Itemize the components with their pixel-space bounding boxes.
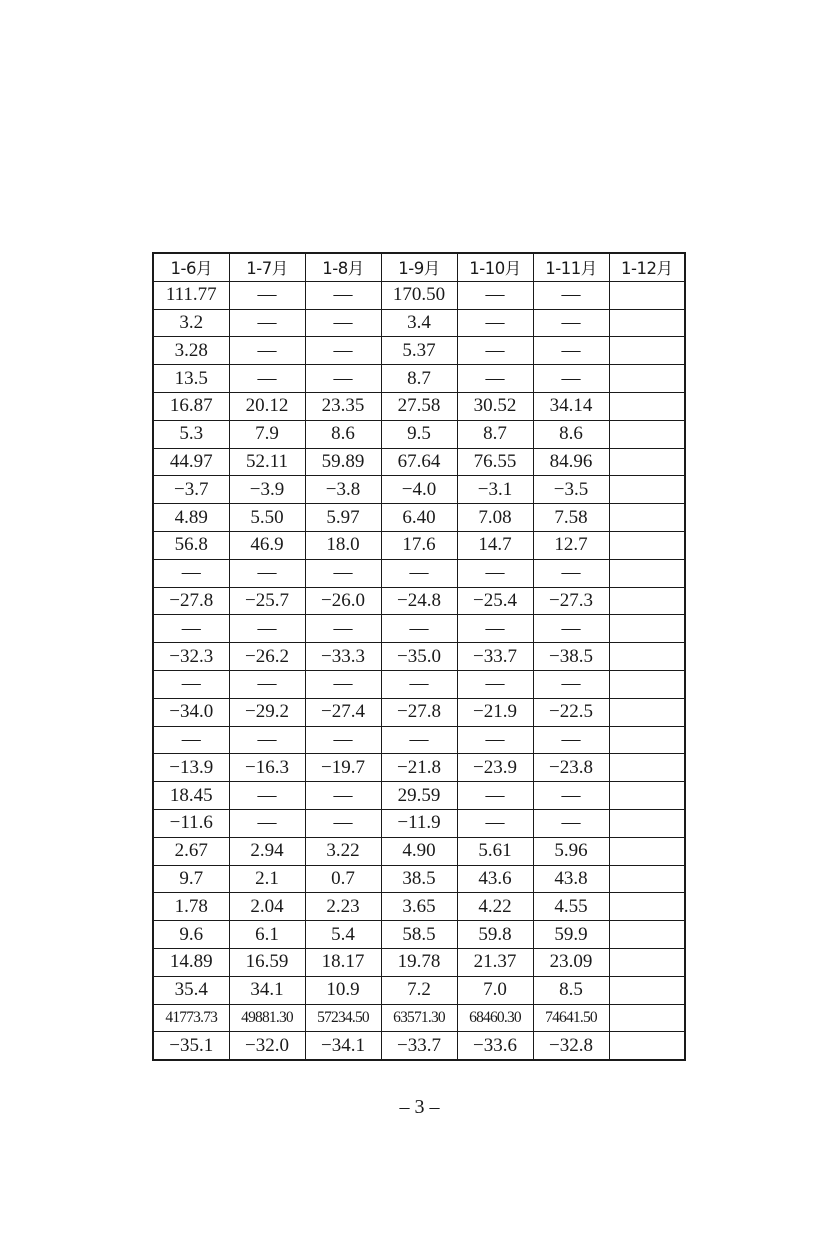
table-cell: −23.9	[457, 754, 533, 782]
table-cell	[609, 504, 685, 532]
table-cell	[609, 392, 685, 420]
table-cell	[609, 643, 685, 671]
table-cell: 0.7	[305, 865, 381, 893]
table-cell: −35.0	[381, 643, 457, 671]
table-cell: 8.6	[305, 420, 381, 448]
table-cell: −24.8	[381, 587, 457, 615]
table-cell: 52.11	[229, 448, 305, 476]
table-cell: 18.45	[153, 782, 229, 810]
table-cell: 14.89	[153, 948, 229, 976]
table-cell: 59.89	[305, 448, 381, 476]
table-cell: —	[533, 670, 609, 698]
table-cell: −27.4	[305, 698, 381, 726]
table-cell: 21.37	[457, 948, 533, 976]
table-cell: 18.17	[305, 948, 381, 976]
table-cell	[609, 698, 685, 726]
table-row	[153, 809, 685, 837]
table-cell: −3.7	[153, 476, 229, 504]
table-cell: 63571.30	[381, 1004, 457, 1032]
table-row	[153, 1004, 685, 1032]
table-cell: —	[229, 281, 305, 309]
table-cell	[609, 921, 685, 949]
table-row	[153, 531, 685, 559]
table-cell: —	[229, 670, 305, 698]
table-cell	[609, 337, 685, 365]
table-cell: −13.9	[153, 754, 229, 782]
table-cell: 76.55	[457, 448, 533, 476]
table-cell: 84.96	[533, 448, 609, 476]
table-cell: 38.5	[381, 865, 457, 893]
table-cell	[609, 559, 685, 587]
table-cell: −25.7	[229, 587, 305, 615]
table-cell: 7.0	[457, 976, 533, 1004]
table-cell: 2.04	[229, 893, 305, 921]
table-cell: —	[533, 726, 609, 754]
table-cell	[609, 615, 685, 643]
table-cell: —	[457, 309, 533, 337]
column-header: 1-12月	[609, 253, 685, 281]
table-cell: 3.4	[381, 309, 457, 337]
table-cell: —	[457, 281, 533, 309]
table-cell: −25.4	[457, 587, 533, 615]
table-cell: 34.14	[533, 392, 609, 420]
table-row	[153, 837, 685, 865]
table-row	[153, 782, 685, 810]
table-row	[153, 337, 685, 365]
table-cell: —	[381, 559, 457, 587]
table-cell: −32.0	[229, 1032, 305, 1060]
table-cell: 5.4	[305, 921, 381, 949]
table-cell: 2.23	[305, 893, 381, 921]
table-row	[153, 365, 685, 393]
table-cell: 34.1	[229, 976, 305, 1004]
table-cell: −21.8	[381, 754, 457, 782]
table-cell: −33.3	[305, 643, 381, 671]
table-cell	[609, 976, 685, 1004]
table-cell: —	[533, 782, 609, 810]
table-cell: 19.78	[381, 948, 457, 976]
table-cell: 4.90	[381, 837, 457, 865]
table-cell: 2.67	[153, 837, 229, 865]
table-row	[153, 670, 685, 698]
table-cell: −33.6	[457, 1032, 533, 1060]
table-cell	[609, 670, 685, 698]
column-header: 1-11月	[533, 253, 609, 281]
table-cell: 2.1	[229, 865, 305, 893]
table-cell: 20.12	[229, 392, 305, 420]
table-row	[153, 865, 685, 893]
table-cell: −32.8	[533, 1032, 609, 1060]
table-cell: −3.1	[457, 476, 533, 504]
table-row	[153, 976, 685, 1004]
table-cell	[609, 948, 685, 976]
table-cell: —	[305, 559, 381, 587]
table-cell: 111.77	[153, 281, 229, 309]
table-body	[153, 281, 685, 1060]
table-cell: —	[229, 615, 305, 643]
column-header: 1-7月	[229, 253, 305, 281]
table-cell: −11.9	[381, 809, 457, 837]
column-header: 1-10月	[457, 253, 533, 281]
table-cell	[609, 837, 685, 865]
data-table	[152, 252, 686, 1061]
table-cell: —	[229, 809, 305, 837]
table-row	[153, 420, 685, 448]
table-cell: 27.58	[381, 392, 457, 420]
table-cell: 35.4	[153, 976, 229, 1004]
table-cell: —	[457, 365, 533, 393]
table-cell: 8.5	[533, 976, 609, 1004]
table-cell: 7.2	[381, 976, 457, 1004]
table-row	[153, 1032, 685, 1060]
table-cell: —	[305, 670, 381, 698]
table-row	[153, 726, 685, 754]
table-cell: —	[153, 559, 229, 587]
table-cell: 4.89	[153, 504, 229, 532]
table-row	[153, 948, 685, 976]
table-row	[153, 476, 685, 504]
table-cell: 23.35	[305, 392, 381, 420]
table-cell: 56.8	[153, 531, 229, 559]
table-cell: 3.22	[305, 837, 381, 865]
table-cell: 68460.30	[457, 1004, 533, 1032]
table-cell	[609, 448, 685, 476]
page-number: – 3 –	[399, 1096, 440, 1118]
table-cell: —	[457, 615, 533, 643]
table-cell	[609, 309, 685, 337]
table-cell: −32.3	[153, 643, 229, 671]
table-cell: —	[153, 726, 229, 754]
table-cell: −27.8	[153, 587, 229, 615]
table-cell: —	[305, 615, 381, 643]
table-cell	[609, 365, 685, 393]
table-cell: −27.8	[381, 698, 457, 726]
table-cell: −34.0	[153, 698, 229, 726]
table-cell: —	[229, 782, 305, 810]
table-cell	[609, 754, 685, 782]
table-row	[153, 587, 685, 615]
table-cell: 67.64	[381, 448, 457, 476]
table-cell: —	[305, 726, 381, 754]
table-row	[153, 559, 685, 587]
table-cell	[609, 587, 685, 615]
table-cell: —	[533, 281, 609, 309]
table-cell: —	[457, 670, 533, 698]
table-cell: 14.7	[457, 531, 533, 559]
table-row	[153, 643, 685, 671]
table-cell: 7.08	[457, 504, 533, 532]
table-cell: 9.5	[381, 420, 457, 448]
table-row	[153, 448, 685, 476]
table-cell: —	[305, 365, 381, 393]
table-cell: 3.2	[153, 309, 229, 337]
table-cell	[609, 893, 685, 921]
column-header: 1-6月	[153, 253, 229, 281]
table-cell: —	[305, 281, 381, 309]
table-cell: 59.8	[457, 921, 533, 949]
table-cell: —	[229, 559, 305, 587]
table-cell: —	[533, 309, 609, 337]
table-cell: 7.58	[533, 504, 609, 532]
table-cell: 23.09	[533, 948, 609, 976]
table-cell: 4.55	[533, 893, 609, 921]
table-cell: 44.97	[153, 448, 229, 476]
table-cell: —	[229, 365, 305, 393]
table-cell: 9.6	[153, 921, 229, 949]
table-cell: 46.9	[229, 531, 305, 559]
table-cell	[609, 281, 685, 309]
table-cell: −22.5	[533, 698, 609, 726]
table-cell: —	[457, 782, 533, 810]
table-cell: 10.9	[305, 976, 381, 1004]
table-cell: —	[457, 809, 533, 837]
table-cell: 29.59	[381, 782, 457, 810]
table-cell: −3.9	[229, 476, 305, 504]
table-cell: 17.6	[381, 531, 457, 559]
table-cell: −3.8	[305, 476, 381, 504]
table-cell: 74641.50	[533, 1004, 609, 1032]
table-cell	[609, 1032, 685, 1060]
table-cell: 6.40	[381, 504, 457, 532]
table-row	[153, 754, 685, 782]
table-cell: −33.7	[381, 1032, 457, 1060]
table-cell: —	[457, 726, 533, 754]
table-header-row	[153, 253, 685, 281]
table-cell: 5.50	[229, 504, 305, 532]
table-cell: —	[229, 337, 305, 365]
table-cell: −21.9	[457, 698, 533, 726]
table-cell: −34.1	[305, 1032, 381, 1060]
table-row	[153, 309, 685, 337]
table-row	[153, 921, 685, 949]
table-cell: −29.2	[229, 698, 305, 726]
table-cell: —	[457, 559, 533, 587]
table-cell: 3.28	[153, 337, 229, 365]
table-cell: −35.1	[153, 1032, 229, 1060]
table-cell: 41773.73	[153, 1004, 229, 1032]
table-cell: 1.78	[153, 893, 229, 921]
table-row	[153, 392, 685, 420]
column-header: 1-9月	[381, 253, 457, 281]
table-cell: 16.59	[229, 948, 305, 976]
table-cell: —	[229, 726, 305, 754]
table-cell: —	[305, 809, 381, 837]
table-cell: —	[533, 365, 609, 393]
table-cell: −27.3	[533, 587, 609, 615]
table-cell: 58.5	[381, 921, 457, 949]
table-cell: 12.7	[533, 531, 609, 559]
table-cell: —	[533, 337, 609, 365]
table-cell: 7.9	[229, 420, 305, 448]
table-cell: 5.61	[457, 837, 533, 865]
table-cell: —	[229, 309, 305, 337]
table-cell	[609, 531, 685, 559]
table-cell: 30.52	[457, 392, 533, 420]
table-cell: −26.0	[305, 587, 381, 615]
table-cell: 5.96	[533, 837, 609, 865]
table-cell: —	[457, 337, 533, 365]
table-row	[153, 615, 685, 643]
table-cell: 49881.30	[229, 1004, 305, 1032]
table-cell: —	[153, 615, 229, 643]
table-cell: −38.5	[533, 643, 609, 671]
table-cell: −4.0	[381, 476, 457, 504]
table-cell: −16.3	[229, 754, 305, 782]
table-row	[153, 504, 685, 532]
table-cell: —	[533, 559, 609, 587]
table-cell	[609, 865, 685, 893]
table-cell: −23.8	[533, 754, 609, 782]
column-header: 1-8月	[305, 253, 381, 281]
table-cell: −33.7	[457, 643, 533, 671]
table-cell: 4.22	[457, 893, 533, 921]
table-cell: 3.65	[381, 893, 457, 921]
table-cell: —	[305, 309, 381, 337]
table-cell: —	[533, 809, 609, 837]
table-cell	[609, 809, 685, 837]
table-cell	[609, 782, 685, 810]
table-cell	[609, 726, 685, 754]
table-cell: —	[533, 615, 609, 643]
table-cell: −3.5	[533, 476, 609, 504]
table-cell: —	[305, 337, 381, 365]
table-cell: —	[381, 615, 457, 643]
table-cell: —	[381, 670, 457, 698]
table-cell: 18.0	[305, 531, 381, 559]
table-cell: 59.9	[533, 921, 609, 949]
table-cell: —	[153, 670, 229, 698]
table-cell: 8.7	[457, 420, 533, 448]
table-row	[153, 698, 685, 726]
table-cell: 43.8	[533, 865, 609, 893]
table-cell: 5.97	[305, 504, 381, 532]
table-cell: 8.7	[381, 365, 457, 393]
table-cell	[609, 1004, 685, 1032]
table-cell: 13.5	[153, 365, 229, 393]
table-cell: −19.7	[305, 754, 381, 782]
table-cell: 5.37	[381, 337, 457, 365]
table-cell: 170.50	[381, 281, 457, 309]
table-cell: —	[305, 782, 381, 810]
table-cell: 57234.50	[305, 1004, 381, 1032]
table-cell: 8.6	[533, 420, 609, 448]
table-row	[153, 281, 685, 309]
table-cell: 16.87	[153, 392, 229, 420]
table-row	[153, 893, 685, 921]
table-cell: −26.2	[229, 643, 305, 671]
table-cell: —	[381, 726, 457, 754]
table-cell: 2.94	[229, 837, 305, 865]
table-cell: −11.6	[153, 809, 229, 837]
table-cell: 6.1	[229, 921, 305, 949]
table-cell	[609, 476, 685, 504]
table-cell: 9.7	[153, 865, 229, 893]
table-cell: 43.6	[457, 865, 533, 893]
table-cell	[609, 420, 685, 448]
table-cell: 5.3	[153, 420, 229, 448]
